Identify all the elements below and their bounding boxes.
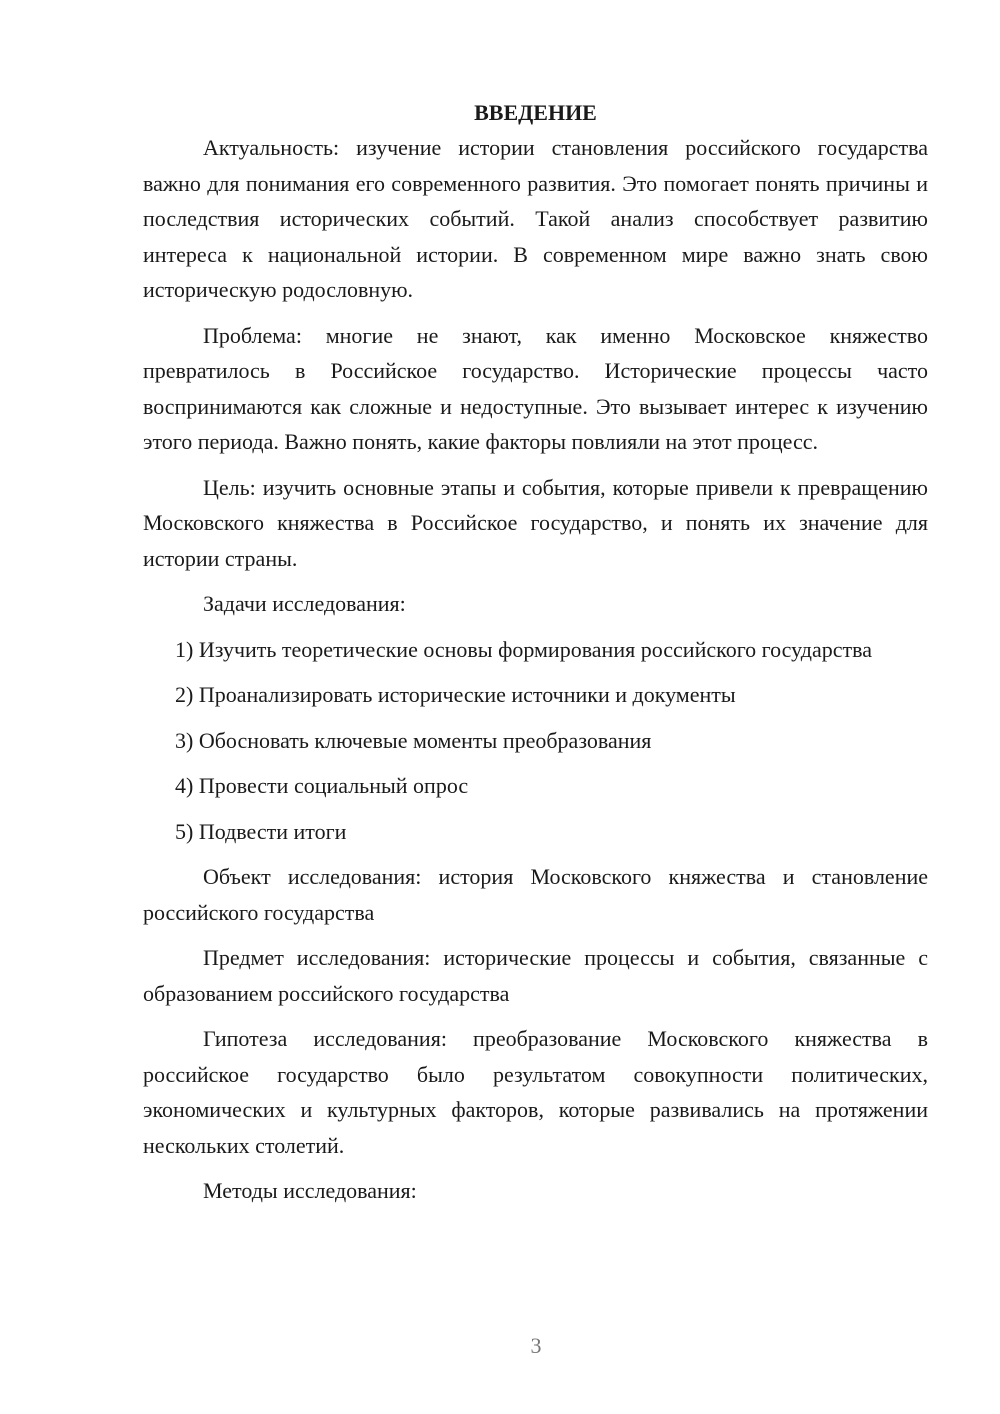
hypothesis-paragraph: Гипотеза исследования: преобразование Московского княжества в российское государство было результатом совокупности политических, экономических и культурных факторов, которые развивались на протяжении нескольких столетий. [143,1026,928,1158]
task-item: 2) Проанализировать исторические источники и документы [175,682,736,707]
subject-paragraph: Предмет исследования: исторические процессы и события, связанные с образованием российского государства [143,945,928,1006]
object-paragraph: Объект исследования: история Московского княжества и становление российского государства [143,864,928,925]
problem-paragraph: Проблема: многие не знают, как именно Московское княжество превратилось в Российское государство. Исторические процессы часто воспринимаются как сложные и недоступные. Это вызывает интерес к изучению этого периода. Важно понять, какие факторы повлияли на этот процесс. [143,322,928,454]
section-heading: ВВЕДЕНИЕ [474,100,597,125]
task-item: 5) Подвести итоги [175,818,347,844]
tasks-title: Задачи исследования: [203,591,406,616]
methods-title: Методы исследования: [203,1178,417,1203]
goal-paragraph: Цель: изучить основные этапы и события, которые привели к превращению Московского княжества в Российское государство, и понять их значение для истории страны. [143,474,928,571]
task-item: 1) Изучить теоретические основы формирования российского государства [175,636,872,662]
relevance-paragraph: Актуальность: изучение истории становления российского государства важно для понимания его современного развития. Это помогает понять причины и последствия исторических событий. Такой анализ способствует развитию интереса к национальной истории. В современном мире важно знать свою историческую родословную. [143,135,928,302]
page-number: 3 [530,1333,542,1358]
task-item: 4) Провести социальный опрос [175,773,469,798]
task-item: 3) Обосновать ключевые моменты преобразования [175,727,652,753]
document-page [143,95,928,1209]
